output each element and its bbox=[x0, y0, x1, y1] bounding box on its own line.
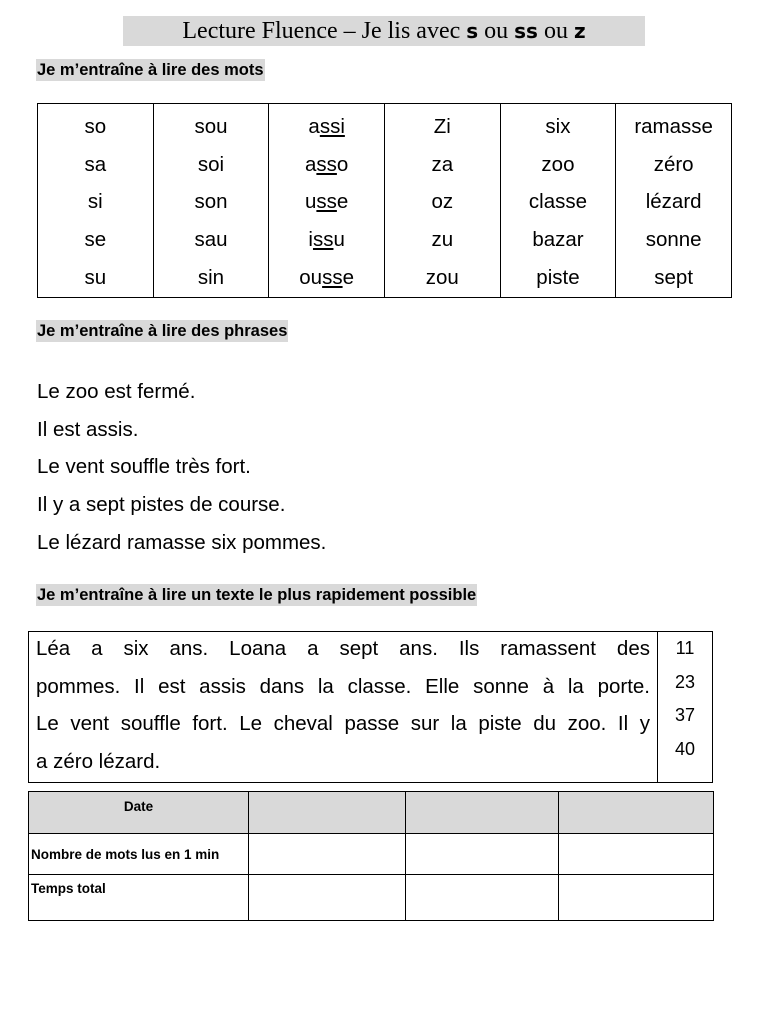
word-item: sept bbox=[654, 265, 694, 289]
underlined-letters: ss bbox=[316, 152, 337, 176]
cumulative-word-count: 37 bbox=[674, 705, 696, 725]
date-cell-3[interactable] bbox=[559, 792, 714, 834]
cumulative-word-count: 40 bbox=[674, 738, 696, 759]
word-item: so bbox=[84, 115, 107, 138]
sentence: Il y a sept pistes de course. bbox=[37, 493, 286, 517]
sentence: Il est assis. bbox=[37, 417, 139, 441]
total-time-label: Temps total bbox=[29, 875, 249, 921]
word-item: zoo bbox=[541, 152, 575, 176]
word-item: soi bbox=[197, 152, 225, 176]
words-per-min-cell-1[interactable] bbox=[249, 834, 406, 875]
title-letter-s: s bbox=[466, 19, 479, 43]
word-column bbox=[384, 104, 500, 298]
word-item: ousse bbox=[299, 265, 354, 289]
text-line: Léa a six ans. Loana a sept ans. Ils ramassent des bbox=[36, 637, 650, 660]
word-item: sau bbox=[194, 228, 228, 252]
word-item: si bbox=[87, 190, 103, 214]
word-item: lézard bbox=[645, 190, 702, 214]
word-item: sou bbox=[194, 115, 228, 138]
word-item: issu bbox=[308, 228, 345, 252]
word-column bbox=[153, 104, 269, 298]
word-item: sin bbox=[197, 265, 225, 289]
cumulative-word-count: 11 bbox=[675, 638, 695, 658]
sentence: Le vent souffle très fort. bbox=[37, 455, 251, 479]
title-letter-ss: ss bbox=[514, 19, 538, 43]
underlined-letters: ss bbox=[312, 228, 334, 252]
word-item: zou bbox=[425, 265, 459, 289]
text-line: Le vent souffle fort. Le cheval passe sur la piste du zoo. Il y bbox=[36, 712, 650, 736]
date-cell-2[interactable] bbox=[406, 792, 559, 834]
word-item: zu bbox=[431, 228, 454, 252]
word-item: Zi bbox=[433, 115, 451, 138]
words-per-min-cell-3[interactable] bbox=[559, 834, 714, 875]
underlined-letters: ss bbox=[316, 190, 337, 214]
word-item: su bbox=[84, 265, 107, 289]
word-item: classe bbox=[528, 190, 587, 214]
word-item: se bbox=[84, 228, 107, 252]
word-item: usse bbox=[304, 190, 349, 214]
words-section-heading: Je m’entraîne à lire des mots bbox=[37, 61, 264, 79]
text-line: pommes. Il est assis dans la classe. Elle sonne à la porte. bbox=[36, 674, 650, 698]
word-item: son bbox=[194, 190, 228, 214]
word-item: asso bbox=[304, 152, 349, 176]
total-time-cell-1[interactable] bbox=[249, 875, 406, 921]
date-label: Date bbox=[29, 792, 249, 834]
word-item: za bbox=[431, 152, 454, 176]
word-item: sonne bbox=[645, 228, 702, 252]
underlined-letters: ssi bbox=[319, 115, 345, 138]
sentences-list bbox=[37, 373, 326, 562]
text-line: a zéro lézard. bbox=[36, 750, 161, 774]
word-item: oz bbox=[431, 190, 454, 214]
sentence: Le lézard ramasse six pommes. bbox=[37, 530, 327, 554]
word-item: bazar bbox=[532, 228, 584, 252]
total-time-cell-3[interactable] bbox=[559, 875, 714, 921]
words-per-min-label: Nombre de mots lus en 1 min bbox=[29, 834, 249, 875]
words-per-min-cell-2[interactable] bbox=[406, 834, 559, 875]
word-item: zéro bbox=[653, 152, 694, 176]
text-section-heading: Je m’entraîne à lire un texte le plus rapidement possible bbox=[37, 586, 477, 604]
title-letter-z: z bbox=[573, 19, 586, 43]
word-column bbox=[269, 104, 385, 298]
sentences-section-heading: Je m’entraîne à lire des phrases bbox=[37, 322, 288, 340]
word-column bbox=[616, 104, 732, 298]
page-title: Lecture Fluence – Je lis avec s ou ss ou z bbox=[123, 16, 645, 46]
word-column bbox=[500, 104, 616, 298]
word-item: piste bbox=[536, 265, 580, 289]
date-cell-1[interactable] bbox=[249, 792, 406, 834]
word-item: six bbox=[545, 115, 571, 138]
word-item: sa bbox=[84, 152, 107, 176]
sentence: Le zoo est fermé. bbox=[37, 380, 196, 403]
cumulative-word-count: 23 bbox=[674, 671, 696, 692]
tracking-table bbox=[28, 791, 714, 921]
word-column bbox=[38, 104, 154, 298]
total-time-cell-2[interactable] bbox=[406, 875, 559, 921]
underlined-letters: ss bbox=[322, 265, 343, 289]
word-count-column bbox=[657, 632, 712, 782]
word-item: assi bbox=[308, 115, 345, 138]
words-table bbox=[37, 103, 732, 298]
reading-text-box bbox=[28, 631, 713, 783]
reading-text bbox=[36, 630, 650, 781]
word-item: ramasse bbox=[634, 115, 713, 138]
